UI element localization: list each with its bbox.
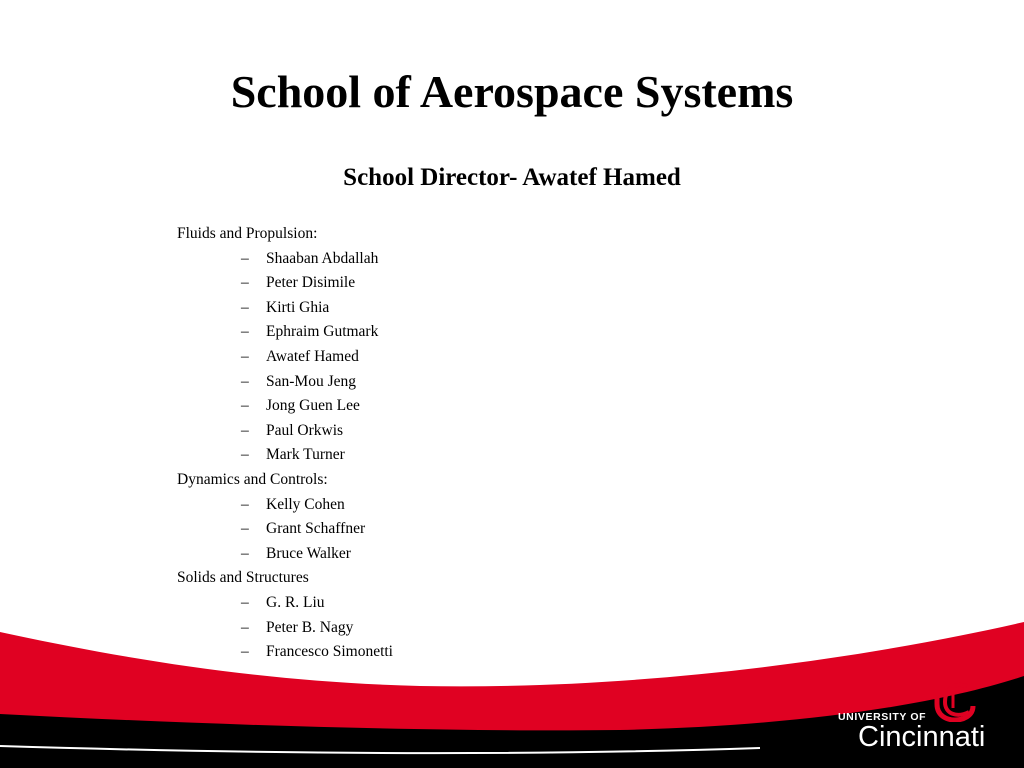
member-name: Awatef Hamed (266, 347, 359, 365)
bullet-dash: – (241, 372, 249, 390)
member-name: Kelly Cohen (266, 495, 345, 513)
list-item (177, 542, 777, 567)
member-name: Francesco Simonetti (266, 643, 393, 661)
member-name: G. R. Liu (266, 593, 325, 611)
list-item (177, 394, 777, 419)
member-name: Kirti Ghia (266, 298, 330, 316)
member-name: Paul Orkwis (266, 421, 344, 439)
uc-monogram-icon (929, 682, 981, 722)
bullet-dash: – (241, 495, 249, 513)
list-item (177, 443, 777, 468)
bullet-dash: – (241, 544, 249, 562)
bullet-dash: – (241, 274, 249, 292)
list-item (177, 591, 777, 616)
list-item (177, 320, 777, 345)
member-name: Bruce Walker (266, 544, 351, 562)
list-item (177, 419, 777, 444)
member-name: Mark Turner (266, 446, 345, 464)
group-heading-dynamics: Dynamics and Controls: (177, 470, 328, 488)
bullet-dash: – (241, 298, 249, 316)
logo-cincinnati: Cincinnati (858, 721, 986, 753)
logo-university-of: UNIVERSITY OF (838, 711, 927, 723)
bullet-dash: – (241, 249, 249, 267)
member-name: Peter B. Nagy (266, 618, 354, 636)
bullet-dash: – (241, 323, 249, 341)
bullet-dash: – (241, 593, 249, 611)
list-item (177, 247, 777, 272)
bullet-dash: – (241, 347, 249, 365)
university-logo (836, 680, 996, 760)
bullet-dash: – (241, 421, 249, 439)
list-item (177, 271, 777, 296)
member-name: San-Mou Jeng (266, 372, 356, 390)
list-item (177, 345, 777, 370)
bullet-dash: – (241, 397, 249, 415)
faculty-list (177, 222, 777, 665)
slide-subtitle: School Director- Awatef Hamed (343, 164, 681, 191)
list-item (177, 370, 777, 395)
bullet-dash: – (241, 446, 249, 464)
group-heading-fluids: Fluids and Propulsion: (177, 225, 318, 242)
member-name: Ephraim Gutmark (266, 323, 379, 341)
list-item (177, 517, 777, 542)
member-name: Shaaban Abdallah (266, 249, 379, 267)
bullet-dash: – (241, 643, 249, 661)
bullet-dash: – (241, 520, 249, 538)
bullet-dash: – (241, 618, 249, 636)
group-heading-solids: Solids and Structures (177, 569, 309, 587)
list-item (177, 296, 777, 321)
slide-title: School of Aerospace Systems (230, 66, 794, 117)
list-item (177, 493, 777, 518)
member-name: Jong Guen Lee (266, 397, 360, 415)
member-name: Peter Disimile (266, 274, 356, 292)
member-name: Grant Schaffner (266, 520, 366, 538)
